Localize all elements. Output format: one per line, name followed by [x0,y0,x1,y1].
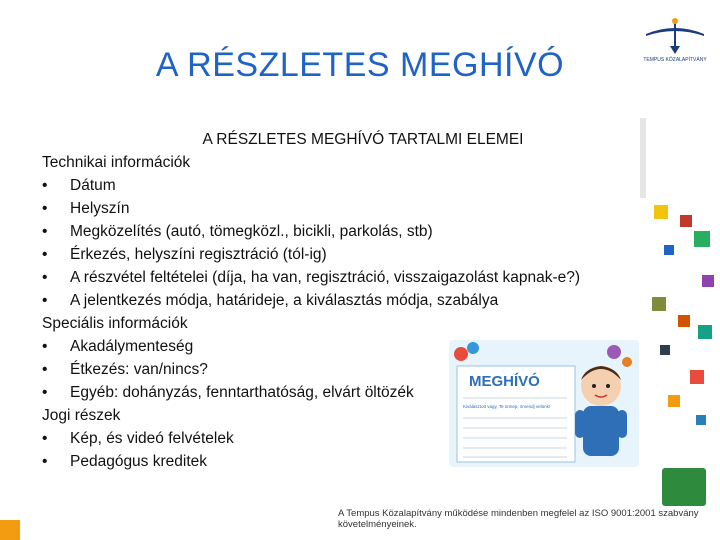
content-subheading: A RÉSZLETES MEGHÍVÓ TARTALMI ELEMEI [202,131,524,148]
bullet-icon: • [42,384,48,401]
list-item [42,174,642,197]
section-heading: Technikai információk [42,154,191,171]
bullet-icon: • [42,269,48,286]
decor-square [702,275,714,287]
list-item [42,197,642,220]
bullet-icon: • [42,200,48,217]
list-item [42,243,642,266]
list-item-text: A jelentkezés módja, határideje, a kiválasztás módja, szabálya [70,292,499,309]
footer-note: A Tempus Közalapítvány működése mindenben megfelel az ISO 9001:2001 szabvány követelményeinek. [338,508,699,530]
corner-accent [0,520,20,540]
section-technical [42,151,642,312]
invitation-image [449,340,639,467]
invitation-illustration [449,340,639,467]
iso-certificate-badge [662,468,706,506]
decor-square [680,215,692,227]
bullet-icon: • [42,430,48,447]
decor-square [664,245,674,255]
bullet-icon: • [42,292,48,309]
section-heading: Jogi részek [42,407,121,424]
list-item-text: Egyéb: dohányzás, fenntarthatóság, elvárt öltözék [70,384,414,401]
bullet-icon: • [42,338,48,355]
decor-square [694,231,710,247]
list-item [42,289,642,312]
list-item-text: Érkezés, helyszíni regisztráció (tól-ig) [70,246,327,263]
decor-square [698,325,712,339]
list-item-text: Kép, és videó felvételek [70,430,234,447]
decor-square [678,315,690,327]
bullet-icon: • [42,223,48,240]
list-item-text: Étkezés: van/nincs? [70,361,208,378]
decor-square [696,415,706,425]
section-heading: Speciális információk [42,315,188,332]
list-item-text: Dátum [70,177,116,194]
bullet-icon: • [42,361,48,378]
list-item-text: Helyszín [70,200,130,217]
bullet-icon: • [42,177,48,194]
page-title: A RÉSZLETES MEGHÍVÓ [155,46,565,84]
tempus-logo [640,14,710,64]
decor-square [652,297,666,311]
list-item-text: Pedagógus kreditek [70,453,208,470]
list-item-text: Megközelítés (autó, tömegközl., bicikli, parkolás, stb) [70,223,433,240]
logo-text: TEMPUS KÖZALAPÍTVÁNY [643,57,707,63]
decor-square [654,205,668,219]
decor-square [668,395,680,407]
bullet-icon: • [42,246,48,263]
bullet-icon: • [42,453,48,470]
list-item [42,266,642,289]
decor-square [660,345,670,355]
list-item [42,220,642,243]
invitation-heading: MEGHÍVÓ [469,373,540,390]
list-item-text: A részvétel feltételei (díja, ha van, regisztráció, visszaigazolást kapnak-e?) [70,269,581,286]
decor-square [690,370,704,384]
decorative-squares [650,205,720,465]
list-item-text: Akadálymenteség [70,338,194,355]
invitation-greeting: Kiválasztott vagy, Te ünnep, örvendj velünk! [463,404,551,409]
